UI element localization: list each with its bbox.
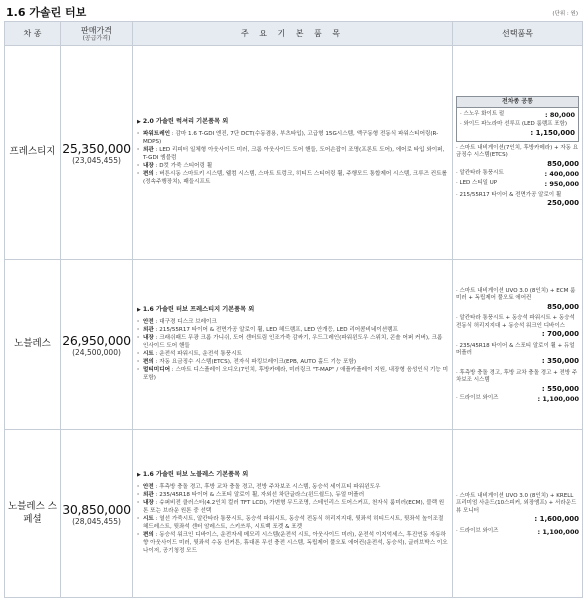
bullet-text: : 크래쉬패드 무광 크롬 가니쉬, 도어 센터트림 인조가죽 감싸기, 우드그레인(파워윈도우 스위치, 콘솔 어퍼 커버), 크롬 인사이드 도어 핸들 (143, 335, 443, 349)
option-name: 와이드 파노라마 선루프 (LED 룸램프 포함) (463, 121, 568, 128)
item-bullet: · 멀티미디어 : 스마트 디스플레이 오디오(7인치, 후방카메라, 미러링크 "T-MAP" / 애플카플레이 지원, 내장형 음성인식 기능 미포함) (137, 366, 449, 381)
option-line: · 알칸타라 통풍시트 + 동승석 파워시트 + 동승석 전동식 허리지지대 + 동승석 워크인 디바이스 (456, 315, 575, 329)
option-line: · 스마트 내비게이션(7인치, 후방카메라) + 자동 요금징수 시스템(ETCS) (456, 145, 579, 159)
option-line: · 드라이브 와이즈 : 1,100,000 (456, 528, 579, 537)
standard-items-cell (133, 46, 453, 260)
bullet-text: : 버튼시동 스마트키 시스템, 웰컴 시스템, 스마트 트렁크, 히티드 스티어링 휠, 주행모드 통합제어 시스템, 크루즈 컨트롤(정속주행장치), 패들시프트 (143, 170, 448, 185)
option-name: 드라이브 와이즈 (459, 395, 499, 402)
bullet-key: 편의 (143, 358, 154, 365)
item-bullet: · 시트 : 열선 가죽시트, 알칸타라 통풍시트, 동승석 파워시트, 동승석 전동식 허리지지대, 뒷좌석 히티드시트, 뒷좌석 높이조절 헤드레스트, 뒷좌석 센터 암레스트, 스키쓰루, 시트백 포켓 & 포켓 (137, 515, 444, 530)
option-line: · 스노우 화이트 펄 : 80,000 (460, 111, 575, 120)
option-price: : 1,100,000 (537, 528, 579, 537)
bullet-key: 편의 (143, 531, 154, 538)
bullet-text: : 자동 요금징수 시스템(ETCS), 전자식 파킹브레이크(EPB, AUTO 홀드 기능 포함) (153, 358, 357, 365)
option-price: 850,000 (547, 159, 579, 168)
option-price: : 1,600,000 (534, 515, 579, 524)
option-name: 후측방 충돌 경고, 후방 교차 충돌 경고 + 전방 주차보조 시스템 (456, 369, 578, 384)
bullet-text: : 슈퍼비전 클러스터(4.2인치 컬러 TFT LCD), 가변형 무드조명, 스테인리스 도어스커프, 천자식 룸미러(ECM), 블랙 원톤 또는 브라운 원톤 중 선택 (143, 500, 445, 514)
item-bullet: · 내장 : 크래쉬패드 무광 크롬 가니쉬, 도어 센터트림 인조가죽 감싸기, 우드그레인(파워윈도우 스위치, 콘솔 어퍼 커버), 크롬 인사이드 도어 핸들 (137, 335, 443, 349)
bullet-text: : 후측방 충돌 경고, 후방 교차 충돌 경고, 전방 주차보조 시스템, 동승석 세이프티 파워윈도우 (153, 484, 381, 491)
item-bullet: · 외관 : 235/45R18 타이어 & 스포티 알로이 휠, 자외선 차단글라스(윈드쉴드), 듀얼 머플러 (137, 492, 365, 499)
bullet-key: 외관 (143, 492, 154, 499)
unit-note: (단위 : 원) (552, 11, 578, 17)
price-value: 30,850,000 (62, 501, 131, 517)
option-line: · LED 스티일 UP : 950,000 (456, 180, 579, 189)
item-bullet: · 내장 : 슈퍼비전 클러스터(4.2인치 컬러 TFT LCD), 가변형 무드조명, 스테인리스 도어스커프, 천자식 룸미러(ECM), 블랙 원톤 또는 브라운 원톤 중 선택 (137, 500, 445, 514)
option-price: : 700,000 (541, 330, 579, 339)
header-price-label: 판매가격 (81, 25, 112, 35)
items-title-text: 1.6 가솔린 터보 노블레스 기본품목 외 (142, 471, 249, 479)
option-price: : 400,000 (544, 170, 579, 179)
option-name: 드라이브 와이즈 (459, 528, 499, 535)
item-bullet: · 내장 : D컷 가죽 스티어링 휠 (137, 162, 213, 169)
bullet-key: 멀티미디어 (143, 366, 171, 373)
header-trim: 차 종 (5, 22, 61, 46)
bullet-key: 외관 (143, 146, 154, 153)
common-options-box (456, 96, 579, 142)
bullet-key: 내장 (143, 500, 154, 507)
bullet-key: 내장 (143, 335, 154, 342)
price-spec-table (4, 21, 583, 598)
bullet-text: : 215/55R17 타이어 & 전면가공 알로이 휠, LED 헤드램프, LED 안개등, LED 리어콤비네이션램프 (153, 327, 398, 334)
option-price: : 1,150,000 (530, 128, 575, 137)
item-bullet: · 안전 : 후측방 충돌 경고, 후방 교차 충돌 경고, 전방 주차보조 시스템, 동승석 세이프티 파워윈도우 (137, 484, 381, 491)
price-value: 26,950,000 (62, 332, 131, 348)
header-price-sub: (공급가격) (82, 34, 111, 42)
header-price (61, 22, 133, 46)
standard-items-cell (133, 430, 453, 598)
option-name: 235/45R18 타이어 & 스포티 알로이 휠 + 듀얼머플러 (456, 342, 575, 357)
option-price: 850,000 (547, 302, 579, 311)
bullet-key: 시트 (143, 350, 154, 357)
bullet-key: 안전 (143, 484, 154, 491)
option-name: 스마트 내비게이션 UVO 3.0 (8인치) + ECM 룸미러 + 독립제어 풀오토 에어컨 (456, 288, 576, 302)
item-bullet: · 시트 : 운전석 파워시트, 운전석 통풍시트 (137, 350, 243, 357)
trim-name: 프레스티지 (5, 46, 61, 260)
bullet-text: : 열선 가죽시트, 알칸타라 통풍시트, 동승석 파워시트, 동승석 전동식 허리지지대, 뒷좌석 히티드시트, 뒷좌석 높이조절 헤드레스트, 뒷좌석 센터 암레스트, 스키쓰루, 시트백 포켓 & 포켓 (143, 515, 444, 530)
items-title-text: 2.0 가솔린 럭셔리 기본품목 외 (142, 118, 229, 126)
bullet-text: : 운전석 파워시트, 운전석 통풍시트 (153, 350, 243, 357)
bullet-key: 외관 (143, 327, 154, 334)
option-line: · 스마트 내비게이션 UVO 3.0 (8인치) + ECM 룸미러 + 독립제어 풀오토 에어컨 (456, 288, 576, 302)
trim-name: 노블레스 스페셜 (5, 430, 61, 598)
items-title: ▶ 1.6 가솔린 터보 노블레스 기본품목 외 (137, 471, 249, 479)
bullet-key: 시트 (143, 515, 154, 522)
option-price: : 550,000 (541, 384, 579, 393)
bullet-text: : D컷 가죽 스티어링 휠 (153, 162, 213, 169)
bullet-text: : 감마 1.6 T-GDI 엔진, 7단 DCT(수동겸용, 부츠타입), 고급형 15G시스템, 액구동형 전동식 파워스티어링(R-MDPS) (143, 131, 439, 146)
table-header-row (5, 22, 583, 46)
bullet-key: 편의 (143, 170, 154, 177)
header-items: 주 요 기 본 품 목 (133, 22, 453, 46)
supply-price: (23,045,455) (72, 155, 121, 165)
options-cell (453, 260, 583, 430)
item-bullet: · 안전 : 대구경 디스크 브레이크 (137, 319, 217, 326)
option-name: 알칸타라 통풍시트 + 동승석 파워시트 + 동승석 전동식 허리지지대 + 동승석 워크인 디바이스 (456, 315, 575, 329)
option-name: 스마트 내비게이션(7인치, 후방카메라) + 자동 요금징수 시스템(ETCS) (456, 145, 579, 159)
trim-name: 노블레스 (5, 260, 61, 430)
items-title-text: 1.6 가솔린 터보 프레스티지 기본품목 외 (142, 306, 255, 314)
header-options: 선택품목 (453, 22, 583, 46)
price-cell (61, 260, 133, 430)
option-name: LED 스티일 UP (459, 180, 498, 187)
option-line: · 스마트 내비게이션 UVO 3.0 (8인치) + KRELL 프리미엄 사운드(10스피커, 외장앰프) + 서라운드 뷰 모니터 (456, 492, 577, 514)
item-bullet: · 파워트레인 : 감마 1.6 T-GDI 엔진, 7단 DCT(수동겸용, 부츠타입), 고급형 15G시스템, 액구동형 전동식 파워스티어링(R-MDPS) (137, 131, 439, 146)
option-price: : 1,100,000 (537, 395, 579, 404)
option-name: 알칸타라 통풍시트 (459, 170, 504, 177)
option-line: · 드라이브 와이즈 : 1,100,000 (456, 395, 579, 404)
page-title: 1.6 가솔린 터보 (6, 6, 87, 19)
option-price: : 80,000 (545, 111, 575, 120)
bullet-text: : 235/45R18 타이어 & 스포티 알로이 휠, 자외선 차단글라스(윈드쉴드), 듀얼 머플러 (153, 492, 365, 499)
items-title: ▶ 1.6 가솔린 터보 프레스티지 기본품목 외 (137, 306, 255, 314)
price-cell (61, 46, 133, 260)
option-line: · 후측방 충돌 경고, 후방 교차 충돌 경고 + 전방 주차보조 시스템 (456, 369, 578, 384)
option-line: · 235/45R18 타이어 & 스포티 알로이 휠 + 듀얼머플러 (456, 342, 575, 357)
price-cell (61, 430, 133, 598)
item-bullet: · 편의 : 자동 요금징수 시스템(ETCS), 전자식 파킹브레이크(EPB, AUTO 홀드 기능 포함) (137, 358, 357, 365)
trim-row-noblesse-special (5, 430, 583, 598)
bullet-text: : 대구경 디스크 브레이크 (153, 319, 217, 326)
items-title: ▶ 2.0 가솔린 럭셔리 기본품목 외 (137, 118, 229, 126)
option-line: · 알칸타라 통풍시트 : 400,000 (456, 170, 579, 179)
options-cell (453, 430, 583, 598)
item-bullet: · 외관 : LED 리피터 일체형 아웃사이드 미러, 크롬 아웃사이드 도어 핸들, 도어손잡이 조명(프론트 도어), 에어로 타입 와이퍼, T-GDI 엠블럼 (137, 146, 445, 161)
bullet-key: 파워트레인 (143, 131, 171, 138)
option-price: 250,000 (547, 199, 579, 208)
bullet-text: : 스마트 디스플레이 오디오(7인치, 후방카메라, 미러링크 "T-MAP" / 애플카플레이 지원, 내장형 음성인식 기능 미포함) (143, 366, 449, 381)
price-value: 25,350,000 (62, 140, 131, 156)
bullet-key: 안전 (143, 319, 154, 326)
supply-price: (24,500,000) (72, 347, 121, 357)
option-line: · 와이드 파노라마 선루프 (LED 룸램프 포함) (460, 121, 568, 128)
option-price: : 950,000 (544, 180, 579, 189)
option-name: 215/55R17 타이어 & 전면가공 알로이 휠 (459, 191, 562, 198)
supply-price: (28,045,455) (72, 516, 121, 526)
common-options-title: 전차종 공통 (457, 97, 578, 108)
bullet-text: : LED 리피터 일체형 아웃사이드 미러, 크롬 아웃사이드 도어 핸들, 도어손잡이 조명(프론트 도어), 에어로 타입 와이퍼, T-GDI 엠블럼 (143, 146, 445, 161)
item-bullet: · 편의 : 버튼시동 스마트키 시스템, 웰컴 시스템, 스마트 트렁크, 히티드 스티어링 휠, 주행모드 통합제어 시스템, 크루즈 컨트롤(정속주행장치), 패들시프트 (137, 170, 448, 185)
option-line: · 215/55R17 타이어 & 전면가공 알로이 휠 (456, 191, 562, 198)
option-name: 스마트 내비게이션 UVO 3.0 (8인치) + KRELL 프리미엄 사운드(10스피커, 외장앰프) + 서라운드 뷰 모니터 (456, 492, 577, 514)
option-price: : 350,000 (541, 357, 579, 366)
options-cell (453, 46, 583, 260)
bullet-key: 내장 (143, 162, 154, 169)
standard-items-cell (133, 260, 453, 430)
item-bullet: · 편의 : 동승석 워크인 디바이스, 운전자세 메모리 시스템(운전석 시트, 아웃사이드 미러), 운전석 이지억세스, 후진연동 자동하향 아웃사이드 미러, 뒷좌석 수동 선커튼, 휴대폰 무선 충전 시스템, 독립제어 풀오토 에어컨(운전석, 동승석), 글러브박스 이오나이저, 공기청정 모드 (137, 531, 448, 554)
item-bullet: · 외관 : 215/55R17 타이어 & 전면가공 알로이 휠, LED 헤드램프, LED 안개등, LED 리어콤비네이션램프 (137, 327, 398, 334)
trim-row-noblesse (5, 260, 583, 430)
trim-row-prestige (5, 46, 583, 260)
bullet-text: : 동승석 워크인 디바이스, 운전자세 메모리 시스템(운전석 시트, 아웃사이드 미러), 운전석 이지억세스, 후진연동 자동하향 아웃사이드 미러, 뒷좌석 수동 선커튼, 휴대폰 무선 충전 시스템, 독립제어 풀오토 에어컨(운전석, 동승석), 글러브박스 이오나이저, 공기청정 모드 (143, 531, 448, 554)
option-name: 스노우 화이트 펄 (463, 111, 505, 118)
